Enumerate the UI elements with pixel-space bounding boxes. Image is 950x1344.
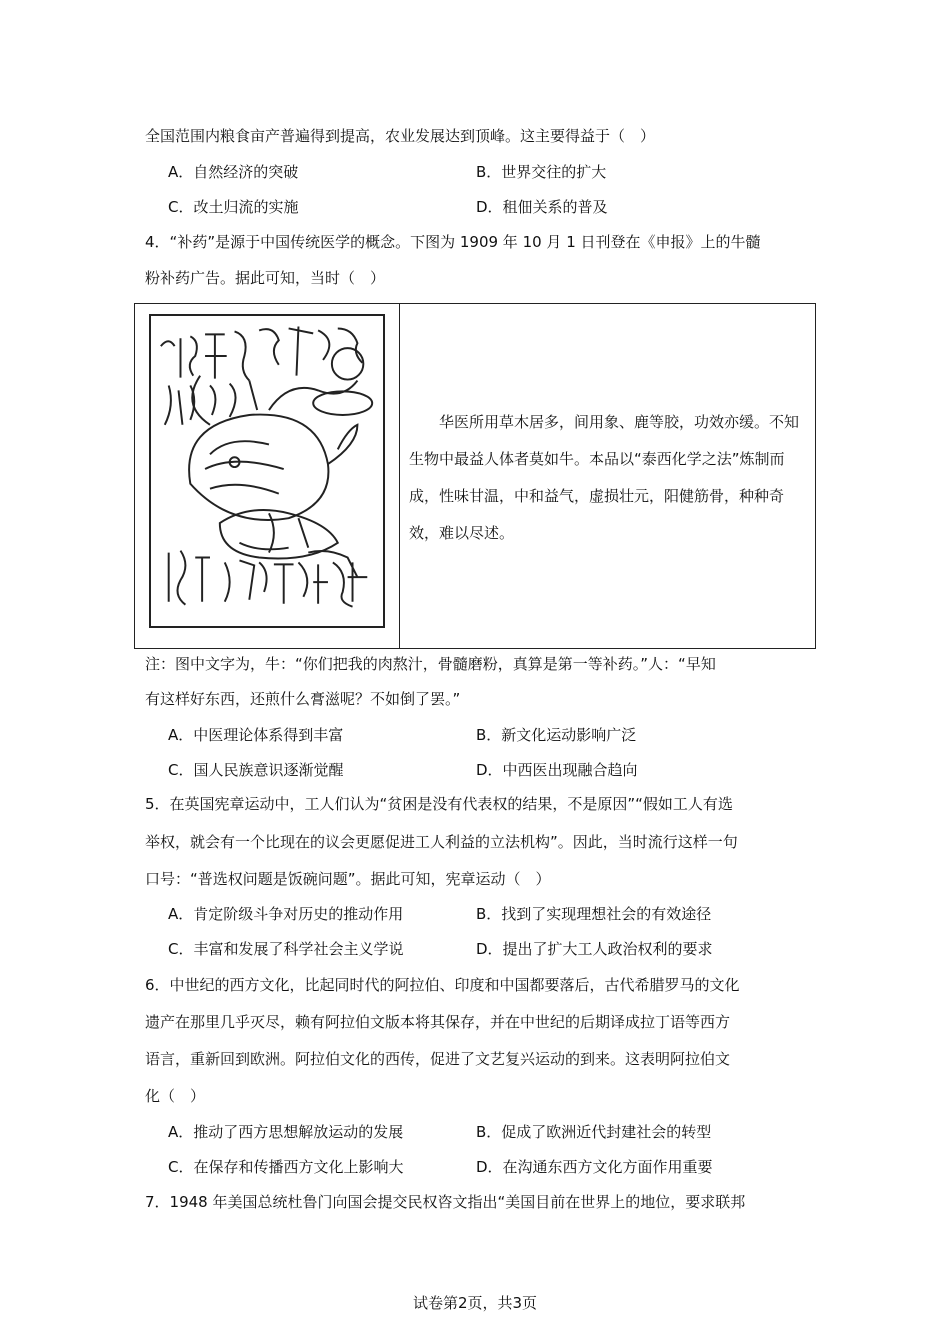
q5-option-d[interactable]: D．提出了扩大工人政治权利的要求: [476, 940, 713, 958]
q4-note-line1: 注：图中文字为，牛：“你们把我的肉熬汁，骨髓磨粉，真算是第一等补药。”人：“早知: [145, 655, 716, 673]
q6-option-a[interactable]: A．推动了西方思想解放运动的发展: [168, 1123, 404, 1141]
ad-description-text: [409, 404, 809, 552]
q4-option-b[interactable]: B．新文化运动影响广泛: [476, 726, 637, 744]
q5-option-b[interactable]: B．找到了实现理想社会的有效途径: [476, 905, 712, 923]
q4-stem-line1: 4．“补药”是源于中国传统医学的概念。下图为 1909 年 10 月 1 日刊登在《申报》上的牛髓: [145, 233, 761, 251]
q4-option-d[interactable]: D．中西医出现融合趋向: [476, 761, 638, 779]
q3-stem-tail: 全国范围内粮食亩产普遍得到提高，农业发展达到顶峰。这主要得益于（ ）: [145, 127, 656, 145]
q6-option-d[interactable]: D．在沟通东西方文化方面作用重要: [476, 1158, 713, 1176]
page-footer: 试卷第2页，共3页: [412, 1294, 538, 1312]
table-divider: [399, 304, 400, 648]
q3-option-c[interactable]: C．改土归流的实施: [168, 198, 299, 216]
q6-option-b[interactable]: B．促成了欧洲近代封建社会的转型: [476, 1123, 712, 1141]
q5-stem-line2: 举权，就会有一个比现在的议会更愿促进工人利益的立法机构”。因此，当时流行这样一句: [145, 833, 738, 851]
q5-option-a[interactable]: A．肯定阶级斗争对历史的推动作用: [168, 905, 404, 923]
q6-stem-line1: 6．中世纪的西方文化，比起同时代的阿拉伯、印度和中国都要落后，古代希腊罗马的文化: [145, 976, 740, 994]
q4-note-line2: 有这样好东西，还煎什么膏滋呢？不如倒了罢。”: [145, 690, 461, 708]
q3-option-b[interactable]: B．世界交往的扩大: [476, 163, 607, 181]
q7-stem-line1: 7．1948 年美国总统杜鲁门向国会提交民权咨文指出“美国目前在世界上的地位，要求联邦: [145, 1193, 746, 1211]
advertisement-illustration: [149, 314, 385, 628]
q5-option-c[interactable]: C．丰富和发展了科学社会主义学说: [168, 940, 404, 958]
ad-description-paragraph: 华医所用草木居多，间用象、鹿等胶，功效亦缓。不知生物中最益人体者莫如牛。本品以“泰西化学之法”炼制而成，性味甘温，中和益气，虚损壮元，阳健筋骨，种种奇效，难以尽述。: [409, 413, 800, 542]
q5-stem-line3: 口号：“普选权问题是饭碗问题”。据此可知，宪章运动（ ）: [145, 870, 551, 888]
q4-option-a[interactable]: A．中医理论体系得到丰富: [168, 726, 344, 744]
q6-stem-line4: 化（ ）: [145, 1087, 206, 1105]
q3-option-d[interactable]: D．租佃关系的普及: [476, 198, 608, 216]
q4-figure-table: [134, 303, 816, 649]
q6-option-c[interactable]: C．在保存和传播西方文化上影响大: [168, 1158, 404, 1176]
q4-stem-line2: 粉补药广告。据此可知，当时（ ）: [145, 269, 386, 287]
q5-stem-line1: 5．在英国宪章运动中，工人们认为“贫困是没有代表权的结果，不是原因”“假如工人有选: [145, 795, 733, 813]
q6-stem-line3: 语言，重新回到欧洲。阿拉伯文化的西传，促进了文艺复兴运动的到来。这表明阿拉伯文: [145, 1050, 731, 1068]
q6-stem-line2: 遗产在那里几乎灭尽，赖有阿拉伯文版本将其保存，并在中世纪的后期译成拉丁语等西方: [145, 1013, 731, 1031]
ox-and-man-drawing-icon: [151, 316, 383, 626]
q4-option-c[interactable]: C．国人民族意识逐渐觉醒: [168, 761, 344, 779]
q3-option-a[interactable]: A．自然经济的突破: [168, 163, 299, 181]
